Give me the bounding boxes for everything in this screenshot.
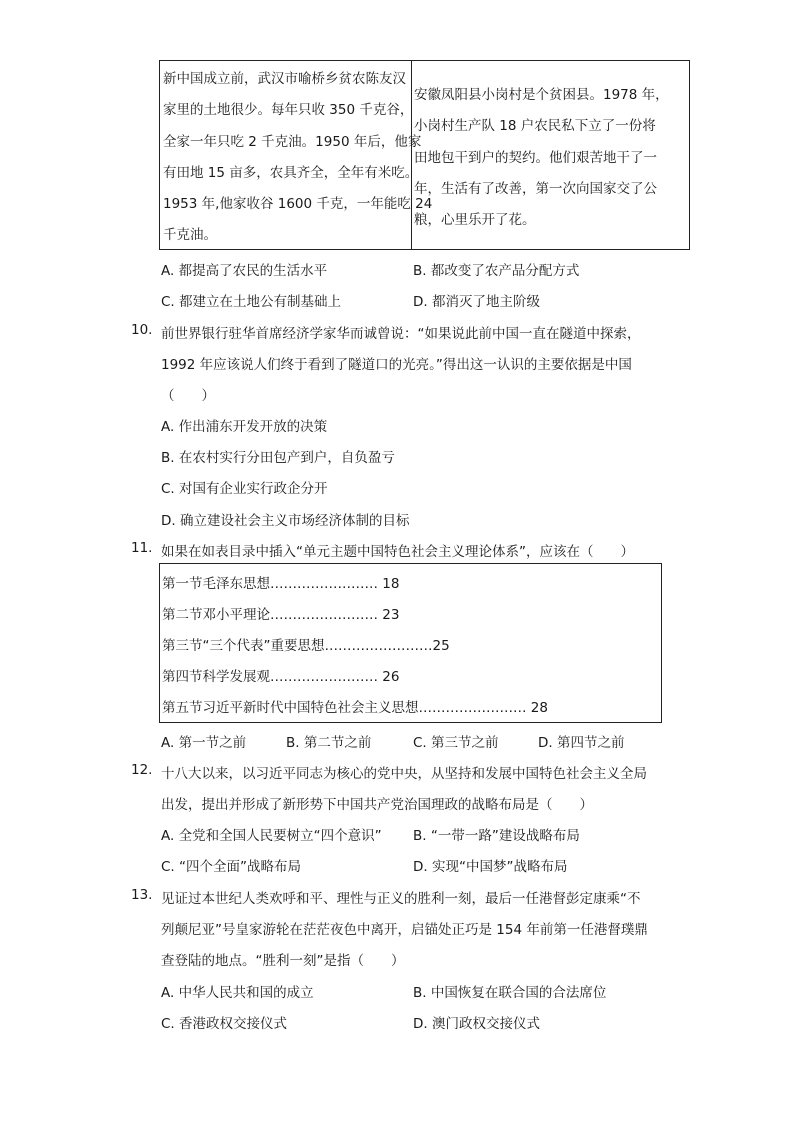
table-cell-right	[414, 80, 669, 236]
table-of-contents	[159, 563, 662, 723]
q10-stem-line: 1992 年应该说人们终于看到了隧道口的光亮。”得出这一认识的主要依据是中国	[161, 357, 632, 373]
table-right-line: 小岗村生产队 18 户农民私下立了一份将	[414, 118, 656, 135]
table-left-line: 家里的土地很少。每年只收 350 千克谷，	[163, 102, 414, 119]
table-left-line: 1953 年,他家收谷 1600 千克，一年能吃 24	[163, 196, 433, 213]
q10-option-a[interactable]: A. 作出浦东开发开放的决策	[161, 419, 328, 435]
q12-stem-line: 十八大以来，以习近平同志为核心的党中央，从坚持和发展中国特色社会主义全局	[161, 766, 647, 782]
q12-option-b[interactable]: B. “一带一路”建设战略布局	[413, 828, 580, 844]
q13-number: 13.	[131, 887, 153, 903]
q11-option-b[interactable]: B. 第二节之前	[286, 735, 372, 751]
q13-stem-line: 列颠尼亚”号皇家游轮在茫茫夜色中离开，启锚处正巧是 154 年前第一任港督璞鼎	[161, 922, 648, 938]
q9-option-b[interactable]: B. 都改变了农产品分配方式	[413, 263, 580, 279]
table-right-line: 安徽凤阳县小岗村是个贫困县。1978 年，	[414, 87, 669, 103]
q9-option-c[interactable]: C. 都建立在土地公有制基础上	[161, 294, 342, 310]
q10-option-d[interactable]: D. 确立建设社会主义市场经济体制的目标	[161, 513, 410, 529]
q13-stem-line: 见证过本世纪人类欢呼和平、理性与正义的胜利一刻，最后一任港督彭定康乘“不	[161, 891, 641, 907]
q10-option-c[interactable]: C. 对国有企业实行政企分开	[161, 481, 328, 497]
q10-answer-blank: （ ）	[161, 388, 215, 404]
q11-option-c[interactable]: C. 第三节之前	[413, 735, 499, 751]
q12-number: 12.	[131, 762, 153, 778]
table-right-line: 田地包干到户的契约。他们艰苦地干了一	[414, 149, 657, 166]
toc-entry: 第三节“三个代表”重要思想……………………25	[162, 638, 450, 654]
toc-entry: 第五节习近平新时代中国特色社会主义思想…………………… 28	[162, 700, 548, 716]
q10-option-b[interactable]: B. 在农村实行分田包产到户，自负盈亏	[161, 450, 395, 466]
q11-option-a[interactable]: A. 第一节之前	[161, 735, 247, 751]
q11-stem-line: 如果在如表目录中插入“单元主题中国特色社会主义理论体系”，应该在（ ）	[161, 544, 634, 560]
q13-option-d[interactable]: D. 澳门政权交接仪式	[413, 1016, 540, 1032]
q11-number: 11.	[131, 540, 153, 556]
q12-option-c[interactable]: C. “四个全面”战略布局	[161, 859, 301, 875]
q12-stem-line: 出发，提出并形成了新形势下中国共产党治国理政的战略布局是（ ）	[161, 797, 593, 813]
q11-option-d[interactable]: D. 第四节之前	[538, 735, 625, 751]
q9-option-d[interactable]: D. 都消灭了地主阶级	[413, 294, 540, 310]
table-right-line: 粮，心里乐开了花。	[414, 212, 536, 229]
table-left-line: 新中国成立前，武汉市喻桥乡贫农陈友汉	[163, 71, 406, 87]
table-right-line: 年，生活有了改善，第一次向国家交了公	[414, 180, 657, 197]
toc-entry: 第一节毛泽东思想…………………… 18	[162, 576, 400, 592]
q10-number: 10.	[131, 322, 153, 338]
toc-entry: 第二节邓小平理论…………………… 23	[162, 607, 400, 623]
q13-option-a[interactable]: A. 中华人民共和国的成立	[161, 985, 314, 1001]
q12-option-d[interactable]: D. 实现“中国梦”战略布局	[413, 859, 568, 875]
q10-stem-line: 前世界银行驻华首席经济学家华而诚曾说：“如果说此前中国一直在隧道中探索，	[161, 326, 641, 342]
comparison-table	[159, 60, 690, 250]
table-left-line: 千克油。	[163, 227, 217, 244]
table-cell-left	[163, 64, 432, 252]
q13-option-b[interactable]: B. 中国恢复在联合国的合法席位	[413, 985, 607, 1001]
q12-option-a[interactable]: A. 全党和全国人民要树立“四个意识”	[161, 828, 382, 844]
table-left-line: 有田地 15 亩多，农具齐全，全年有米吃。	[163, 164, 419, 181]
table-left-line: 全家一年只吃 2 千克油。1950 年后，他家	[163, 133, 422, 150]
q9-option-a[interactable]: A. 都提高了农民的生活水平	[161, 263, 328, 279]
toc-entry: 第四节科学发展观…………………… 26	[162, 669, 400, 685]
q13-option-c[interactable]: C. 香港政权交接仪式	[161, 1016, 288, 1032]
q13-stem-line: 查登陆的地点。“胜利一刻”是指（ ）	[161, 953, 405, 969]
